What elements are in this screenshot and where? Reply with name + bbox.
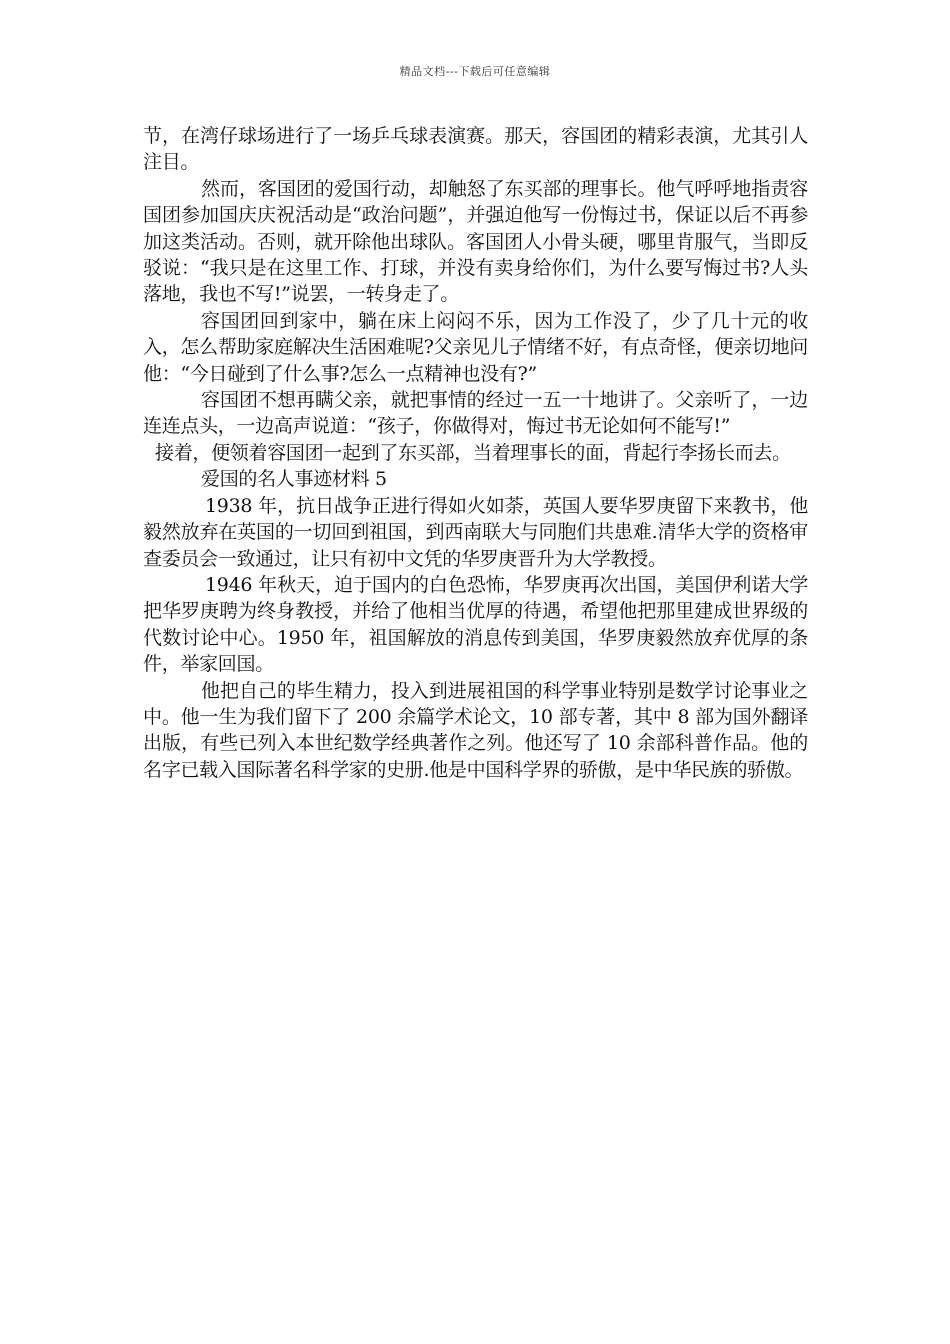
paragraph-1: 节，在湾仔球场进行了一场乒乓球表演赛。那天，容国团的精彩表演，尤其引人注目。 xyxy=(143,125,808,174)
document-body xyxy=(143,123,808,783)
paragraph-5: 接着，便领着容国团一起到了东买部，当着理事长的面，背起行李扬长而去。 xyxy=(155,441,791,464)
paragraph-6: 1938 年，抗日战争正进行得如火如荼，英国人要华罗庚留下来教书，他毅然放弃在英国的一切回到祖国，到西南联大与同胞们共患难.清华大学的资格审查委员会一致通过，让只有初中文凭的华罗庚晋升为大学教授。 xyxy=(143,494,808,570)
paragraph-3: 容国团回到家中，躺在床上闷闷不乐，因为工作没了，少了几十元的收入，怎么帮助家庭解决生活困难呢?父亲见儿子情绪不好，有点奇怪，便亲切地问他：“今日碰到了什么事?怎么一点精神也没有?” xyxy=(143,309,808,385)
paragraph-7: 1946 年秋天，迫于国内的白色恐怖，华罗庚再次出国，美国伊利诺大学把华罗庚聘为终身教授，并给了他相当优厚的待遇，希望他把那里建成世界级的代数讨论中心。1950 年，祖国解放的消息传到美国，华罗庚毅然放弃优厚的条件，举家回国。 xyxy=(143,573,808,676)
page-header: 精品文档---下载后可任意编辑 xyxy=(399,65,551,78)
section-heading: 爱国的名人事迹材料 5 xyxy=(201,468,387,491)
paragraph-8: 他把自己的毕生精力，投入到进展祖国的科学事业特别是数学讨论事业之中。他一生为我们留下了 200 余篇学术论文，10 部专著，其中 8 部为国外翻译出版，有些已列入本世纪数学经典著作之列。他还写了 10 余部科普作品。他的名字已载入国际著名科学家的史册.他是中国科学界的骄傲，是中华民族的骄傲。 xyxy=(143,679,808,781)
paragraph-2: 然而，客国团的爱国行动，却触怒了东买部的理事长。他气呼呼地指责容国团参加国庆庆祝活动是“政治问题”，并强迫他写一份悔过书，保证以后不再参加这类活动。否则，就开除他出球队。客国团人小骨头硬，哪里肯服气，当即反驳说：“我只是在这里工作、打球，并没有卖身给你们，为什么要写悔过书?人头落地，我也不写!”说罢，一转身走了。 xyxy=(143,177,808,306)
paragraph-4: 容国团不想再瞒父亲，就把事情的经过一五一十地讲了。父亲听了，一边连连点头，一边高声说道：“孩子，你做得对，悔过书无论如何不能写!” xyxy=(143,389,808,438)
